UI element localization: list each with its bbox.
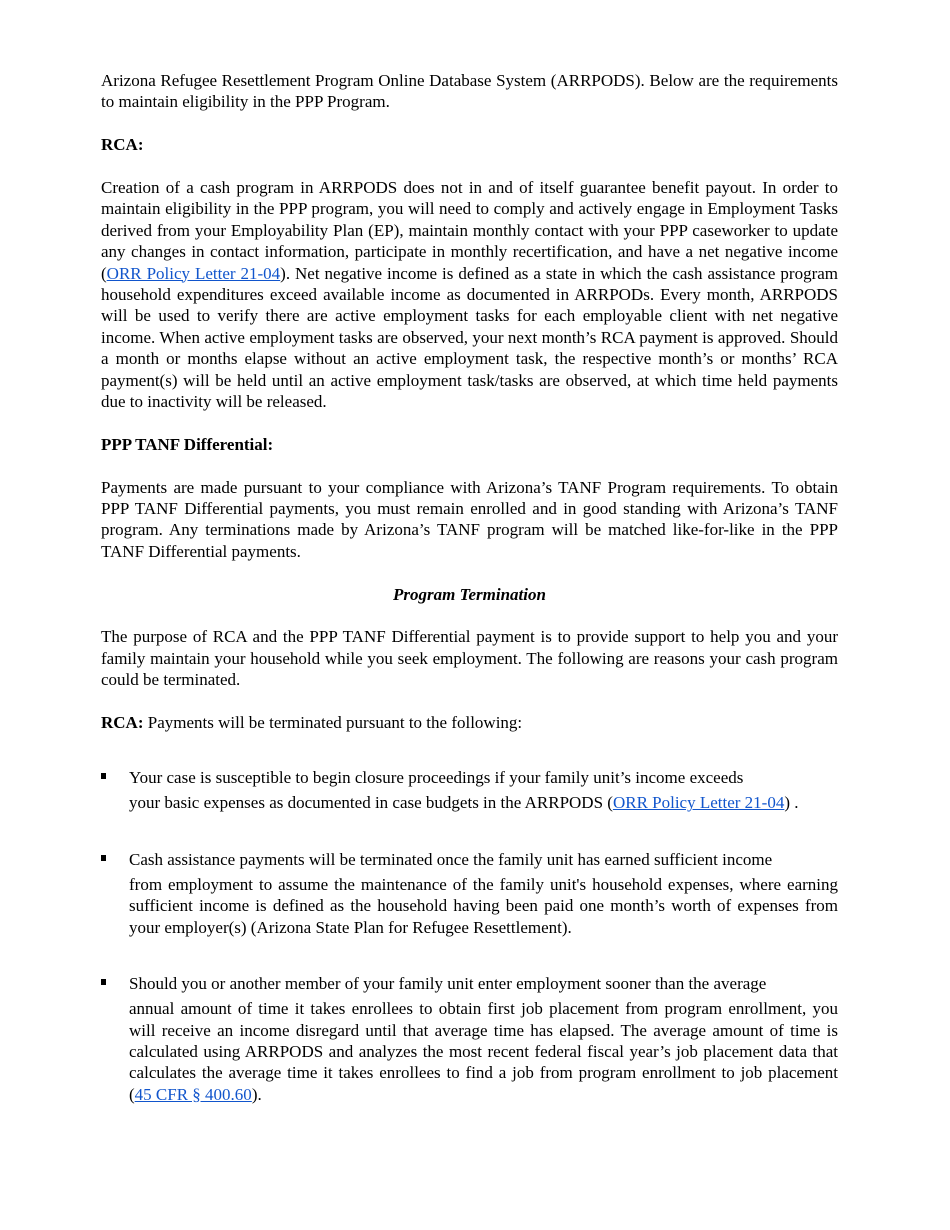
orr-policy-letter-link[interactable]: ORR Policy Letter 21-04 bbox=[106, 263, 281, 283]
intro-paragraph: Arizona Refugee Resettlement Program Online Database System (ARRPODS). Below are the requirements to maintain eligibility in the PPP Program. bbox=[101, 71, 838, 112]
bullet-text-before-link: your basic expenses as documented in case budgets in the ARRPODS ( bbox=[129, 793, 613, 813]
rca-termination-line bbox=[101, 712, 838, 733]
document-page bbox=[101, 70, 838, 1105]
rca-heading: RCA: bbox=[101, 135, 144, 155]
bullet-marker-icon bbox=[101, 773, 106, 779]
bullet-marker-icon bbox=[101, 979, 106, 985]
bullet-first-line: Should you or another member of your family unit enter employment sooner than the average bbox=[129, 974, 767, 994]
list-item bbox=[101, 764, 838, 813]
bullet-first-line: Your case is susceptible to begin closure proceedings if your family unit’s income exceeds bbox=[129, 768, 744, 788]
program-termination-title: Program Termination bbox=[393, 584, 546, 604]
rca-text-after-link: ). Net negative income is defined as a state in which the cash assistance program household expenditures exceed available income as documented in ARRPODs. Every month, ARRPODS will be used to verify there are active employment tasks for each employable client with net negative income. When active employment tasks are observed, your next month’s RCA payment is approved. Should a month or months elapse without an active employment task, the respective month’s or months’ RCA payment(s) will be held until an active employment task/tasks are observed, at which time held payments due to inactivity will be released. bbox=[101, 263, 838, 412]
bullet-text-before-link: annual amount of time it takes enrollees to obtain first job placement from program enrollment, you will receive an income disregard until that average time has elapsed. The average amount of time is calculated using ARRPODS and analyzes the most recent federal fiscal year’s job placement data that calculates the average time it takes enrollees to find a job from program enrollment to job placement ( bbox=[129, 999, 838, 1104]
termination-bullet-list bbox=[101, 764, 838, 1105]
bullet-first-line: Cash assistance payments will be terminated once the family unit has earned sufficient income bbox=[129, 849, 773, 869]
termination-intro-paragraph: The purpose of RCA and the PPP TANF Differential payment is to provide support to help you and your family maintain your household while you seek employment. The following are reasons your cash program could be terminated. bbox=[101, 627, 838, 690]
rca-text-before-link: Creation of a cash program in ARRPODS does not in and of itself guarantee benefit payout. In order to maintain eligibility in the PPP program, you will need to comply and actively engage in Employment Tasks derived from your Employability Plan (EP), maintain monthly contact with your PPP caseworker to update any changes in contact information, participate in monthly recertification, and have a net negative income ( bbox=[101, 178, 838, 283]
bullet-text-after-link: ). bbox=[251, 1084, 262, 1104]
rca-termination-label: RCA: bbox=[101, 713, 144, 733]
cfr-400-60-link[interactable]: 45 CFR § 400.60 bbox=[134, 1084, 252, 1104]
orr-policy-letter-link[interactable]: ORR Policy Letter 21-04 bbox=[612, 793, 785, 813]
bullet-text-after-link: ) . bbox=[784, 793, 799, 813]
list-item bbox=[101, 846, 838, 938]
bullet-text-body: from employment to assume the maintenance of the family unit's household expenses, where earning sufficient income is defined as the household having been paid one month’s worth of expenses from your employer(s) (Arizona State Plan for Refugee Resettlement). bbox=[129, 874, 838, 937]
list-item bbox=[101, 970, 838, 1105]
rca-paragraph bbox=[101, 177, 838, 412]
rca-termination-text: Payments will be terminated pursuant to the following: bbox=[143, 713, 523, 733]
tanf-heading: PPP TANF Differential: bbox=[101, 434, 274, 454]
tanf-paragraph: Payments are made pursuant to your compliance with Arizona’s TANF Program requirements. To obtain PPP TANF Differential payments, you must remain enrolled and in good standing with Arizona’s TANF program. Any terminations made by Arizona’s TANF program will be matched like-for-like in the PPP TANF Differential payments. bbox=[101, 477, 838, 561]
bullet-marker-icon bbox=[101, 855, 106, 861]
